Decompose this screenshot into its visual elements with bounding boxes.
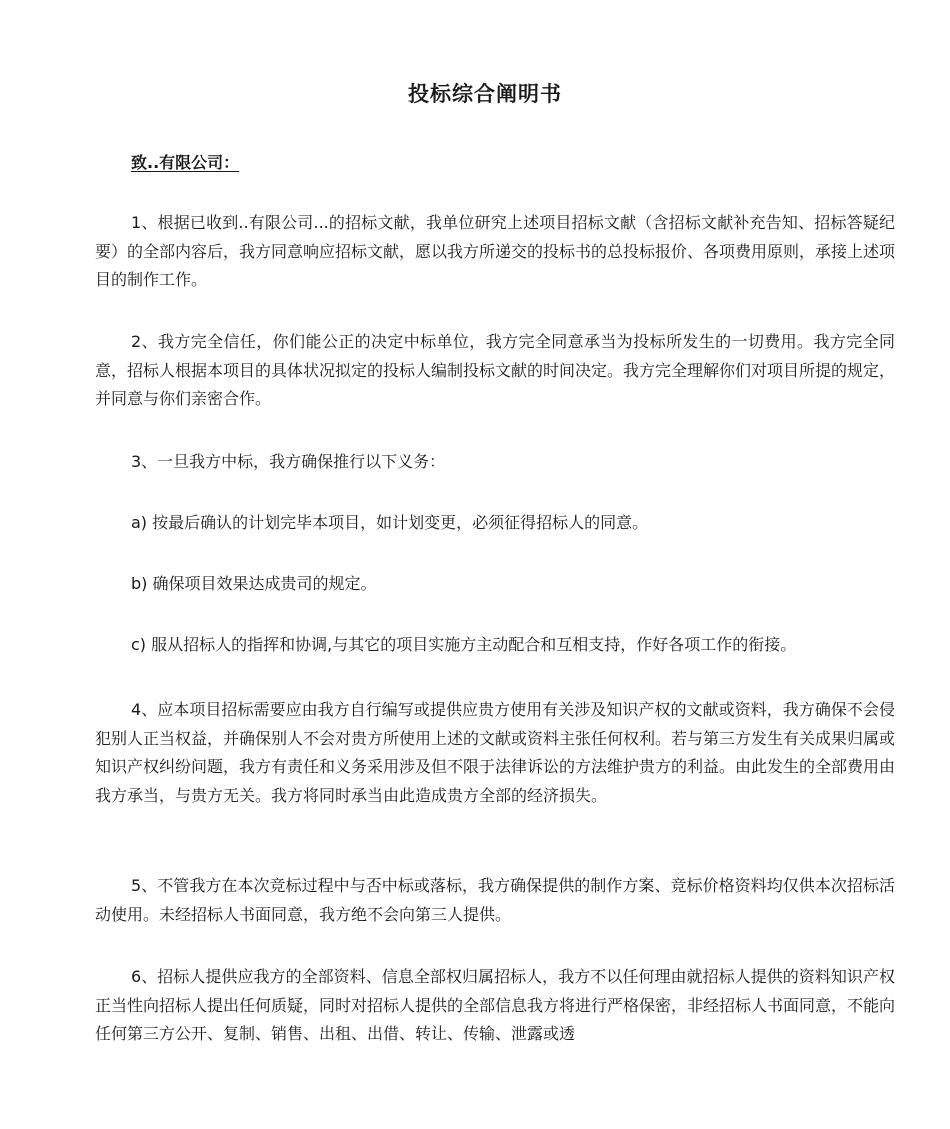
paragraph-6: 6、招标人提供应我方的全部资料、信息全部权归属招标人，我方不以任何理由就招标人提供的资料知识产权正当性向招标人提出任何质疑，同时对招标人提供的全部信息我方将进行严格保密，非经招标人书面同意，不能向任何第三方公开、复制、销售、出租、出借、转让、传输、泄露或透: [95, 967, 896, 1043]
paragraph-3c: c) 服从招标人的指挥和协调,与其它的项目实施方主动配合和互相支持，作好各项工作的衔接。: [131, 635, 797, 654]
paragraph-3a: a) 按最后确认的计划完毕本项目，如计划变更，必须征得招标人的同意。: [131, 513, 649, 532]
paragraph-5: 5、不管我方在本次竞标过程中与否中标或落标，我方确保提供的制作方案、竞标价格资料均仅供本次招标活动使用。未经招标人书面同意，我方绝不会向第三人提供。: [95, 876, 895, 924]
salutation: 致..有限公司：: [131, 153, 240, 172]
paragraph-2: 2、我方完全信任，你们能公正的决定中标单位，我方完全同意承当为投标所发生的一切费用。我方完全同意，招标人根据本项目的具体状况拟定的投标人编制投标文献的时间决定。我方完全理解你们对项目所提的规定，并同意与你们亲密合作。: [95, 332, 896, 408]
paragraph-3: 3、一旦我方中标，我方确保推行以下义务：: [131, 452, 446, 471]
paragraph-4: 4、应本项目招标需要应由我方自行编写或提供应贵方使用有关涉及知识产权的文献或资料，我方确保不会侵犯别人正当权益，并确保别人不会对贵方所使用上述的文献或资料主张任何权利。若与第三方发生有关成果归属或知识产权纠纷问题，我方有责任和义务采用涉及但不限于法律诉讼的方法维护贵方的利益。由此发生的全部费用由我方承当，与贵方无关。我方将同时承当由此造成贵方全部的经济损失。: [95, 700, 896, 805]
document-title: 投标综合阐明书: [408, 82, 562, 106]
paragraph-3b: b) 确保项目效果达成贵司的规定。: [131, 574, 377, 593]
paragraph-1: 1、根据已收到..有限公司...的招标文献，我单位研究上述项目招标文献（含招标文献补充告知、招标答疑纪要）的全部内容后，我方同意响应招标文献，愿以我方所递交的投标书的总投标报价、各项费用原则，承接上述项目的制作工作。: [95, 213, 896, 289]
